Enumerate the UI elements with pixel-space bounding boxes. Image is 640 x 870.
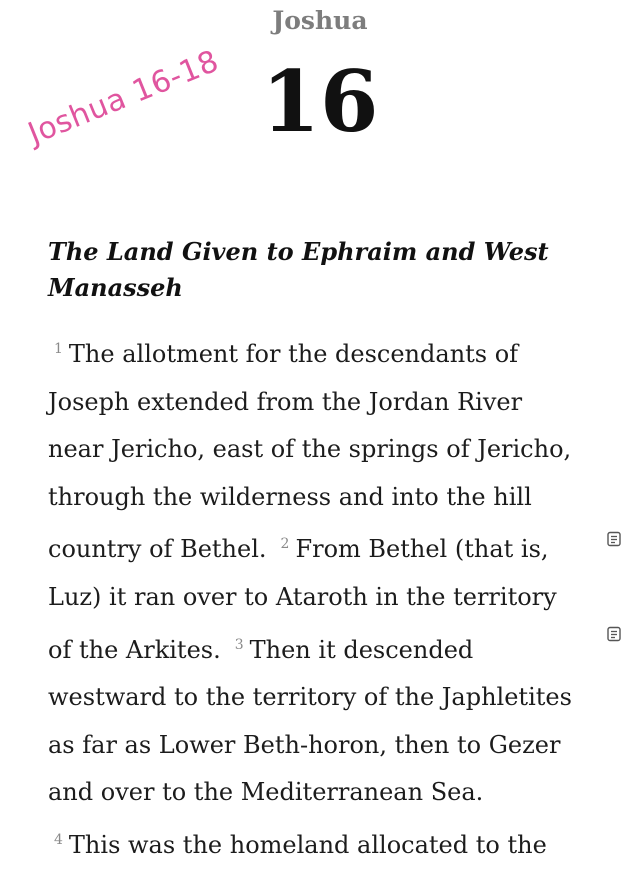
verse-text: Joseph extended from the Jordan River bbox=[48, 387, 523, 416]
passage-line bbox=[48, 521, 604, 574]
verse-number[interactable]: 3 bbox=[234, 636, 244, 653]
verse-text: westward to the territory of the Japhletites bbox=[48, 683, 572, 712]
verse-text: near Jericho, east of the springs of Jericho, bbox=[48, 435, 572, 464]
passage-line bbox=[48, 622, 604, 675]
passage-line bbox=[48, 722, 604, 770]
passage-line bbox=[48, 326, 604, 379]
note-icon[interactable] bbox=[606, 531, 622, 547]
passage-line bbox=[48, 574, 604, 622]
verse-text: From Bethel (that is, bbox=[295, 535, 549, 564]
verse-text: country of Bethel. bbox=[48, 535, 267, 564]
verse-text: of the Arkites. bbox=[48, 635, 221, 664]
verse-text: through the wilderness and into the hill bbox=[48, 482, 532, 511]
passage-line bbox=[48, 474, 604, 522]
section-heading-line: Manasseh bbox=[48, 273, 183, 302]
section-heading bbox=[48, 234, 608, 306]
passage-line bbox=[48, 379, 604, 427]
passage-line bbox=[48, 426, 604, 474]
passage-line bbox=[48, 817, 604, 870]
verse-text: Then it descended bbox=[249, 635, 474, 664]
scripture-passage bbox=[48, 326, 604, 870]
passage-line bbox=[48, 674, 604, 722]
verse-text: Luz) it ran over to Ataroth in the territory bbox=[48, 582, 557, 611]
overlay-label: Joshua 16-18 bbox=[23, 43, 224, 152]
verse-text: The allotment for the descendants of bbox=[68, 340, 519, 368]
book-title: Joshua bbox=[272, 6, 368, 35]
verse-number[interactable]: 4 bbox=[54, 831, 63, 848]
verse-text: as far as Lower Beth-horon, then to Gezer bbox=[48, 730, 561, 759]
section-heading-line: The Land Given to Ephraim and West bbox=[48, 237, 549, 266]
passage-line bbox=[48, 769, 604, 817]
verse-text: This was the homeland allocated to the bbox=[68, 830, 547, 859]
verse-number[interactable]: 1 bbox=[54, 341, 63, 357]
note-icon[interactable] bbox=[606, 626, 622, 642]
chapter-number: 16 bbox=[261, 52, 379, 151]
verse-text: and over to the Mediterranean Sea. bbox=[48, 778, 484, 807]
verse-number[interactable]: 2 bbox=[280, 536, 290, 553]
